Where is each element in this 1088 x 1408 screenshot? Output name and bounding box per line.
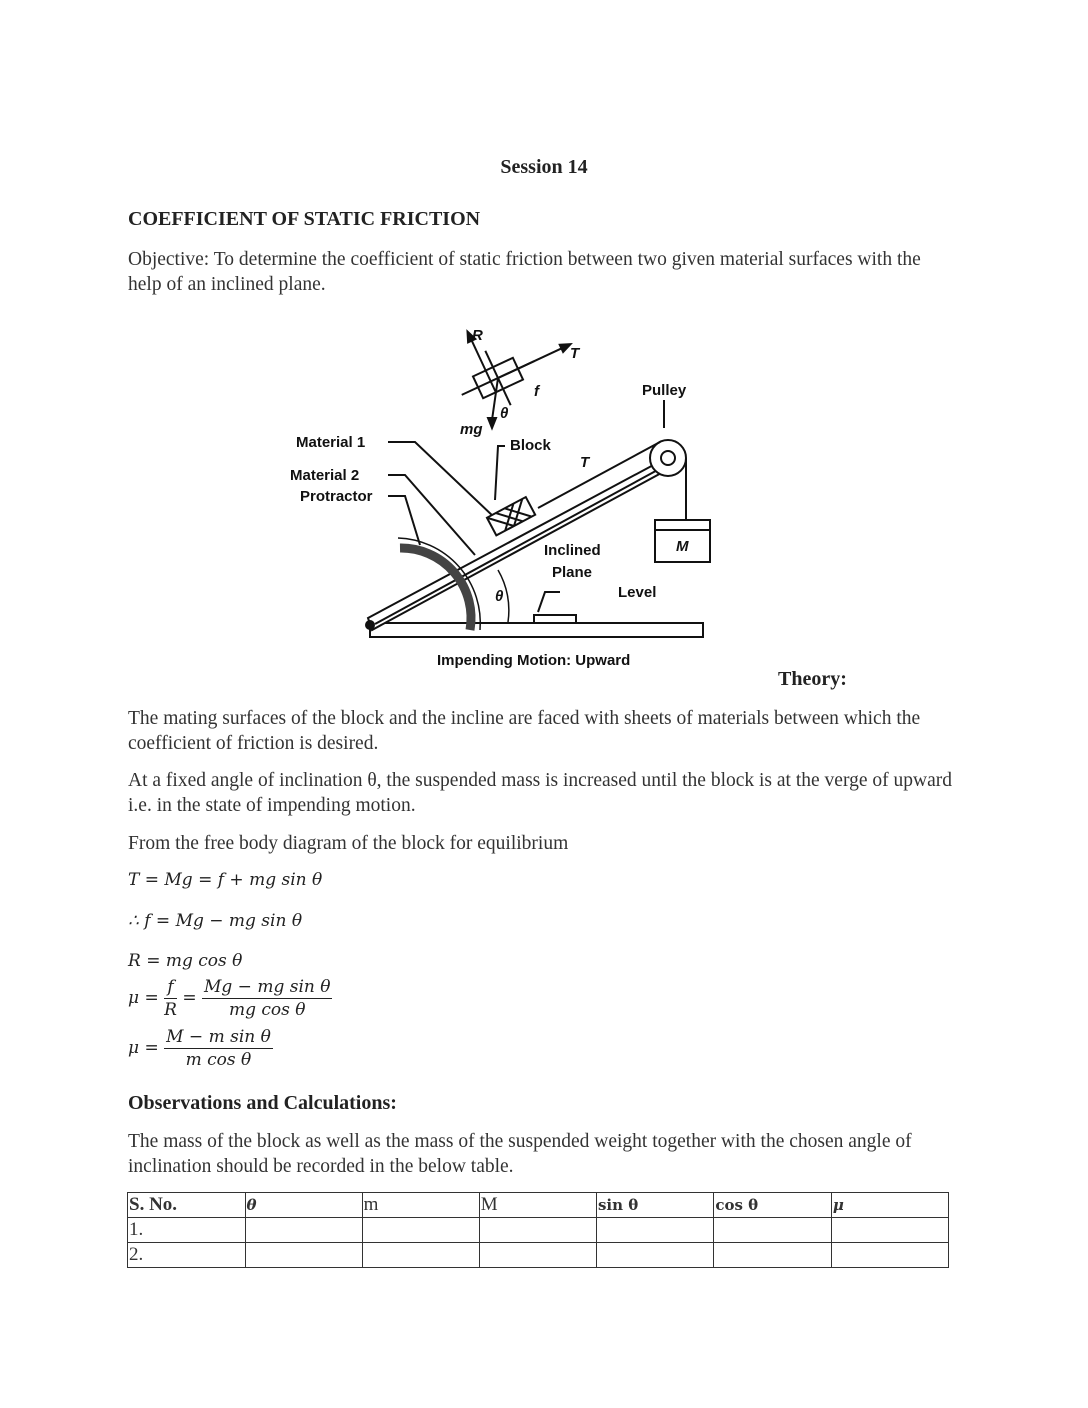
label-level: Level: [618, 584, 657, 601]
cell-m: [362, 1243, 479, 1268]
session-number: Session 14: [500, 156, 588, 178]
table-row: [128, 1218, 949, 1243]
cell-M: [479, 1243, 596, 1268]
label-M: M: [676, 538, 689, 555]
label-T-string: T: [580, 454, 590, 471]
free-body-diagram: [439, 320, 584, 428]
label-material-2: Material 2: [290, 467, 360, 484]
label-material-1: Material 1: [296, 434, 366, 451]
equation-5-lhs: μ =: [128, 1038, 165, 1058]
equation-1: T = Mg = f + mg sin θ: [128, 870, 323, 890]
cell-theta: [245, 1243, 362, 1268]
fraction-f-over-r: [164, 976, 177, 1021]
cell-sin: [596, 1218, 713, 1243]
header-sin-theta: sin θ: [596, 1193, 713, 1218]
table-row: [128, 1243, 949, 1268]
table-header-row: [128, 1193, 949, 1218]
fraction-result: [164, 1026, 273, 1071]
fraction-denominator: m cos θ: [185, 1050, 252, 1070]
figure-caption: Impending Motion: Upward: [437, 652, 631, 669]
theory-paragraph-2: At a fixed angle of inclination θ, the suspended mass is increased until the block is at the verge of upward i.e. in the state of impending motion.: [128, 770, 952, 816]
equation-2: ∴ f = Mg − mg sin θ: [128, 911, 303, 931]
fraction-denominator: R: [164, 1000, 177, 1020]
header-m: m: [362, 1193, 479, 1218]
equation-4-lhs: μ =: [128, 988, 165, 1008]
cell-sno: 2.: [128, 1243, 246, 1268]
fraction-denominator: mg cos θ: [228, 1000, 306, 1020]
theory-paragraph-1: The mating surfaces of the block and the incline are faced with sheets of materials between which the coefficient of friction is desired.: [128, 708, 921, 754]
cell-theta: [245, 1218, 362, 1243]
fraction-numerator: Mg − mg sin θ: [203, 977, 331, 997]
label-f: f: [534, 383, 539, 400]
fraction-numerator: M − m sin θ: [166, 1027, 271, 1047]
label-T-top: T: [570, 345, 580, 362]
cell-mu: [831, 1218, 948, 1243]
label-mg: mg: [460, 421, 483, 438]
cell-m: [362, 1218, 479, 1243]
cell-cos: [714, 1243, 832, 1268]
label-pulley: Pulley: [642, 382, 687, 399]
label-R: R: [472, 327, 483, 344]
equation-4: [128, 976, 332, 1021]
cell-mu: [831, 1243, 948, 1268]
header-cos-theta: cos θ: [714, 1193, 832, 1218]
cell-sin: [596, 1243, 713, 1268]
label-protractor: Protractor: [300, 488, 373, 505]
equation-3: R = mg cos θ: [128, 951, 243, 971]
observations-heading: Observations and Calculations:: [128, 1092, 397, 1114]
label-block: Block: [510, 437, 551, 454]
objective-text: Objective: To determine the coefficient of static friction between two given material surfaces with the help of an inclined plane.: [128, 249, 921, 295]
fraction-numerator: f: [164, 976, 177, 999]
label-inclined: Inclined: [544, 542, 601, 559]
label-theta-fbd: θ: [500, 405, 509, 422]
theory-heading: Theory:: [778, 668, 847, 690]
observations-text: The mass of the block as well as the mass of the suspended weight together with the chosen angle of inclination should be recorded in the below table.: [128, 1131, 912, 1177]
equation-5: [128, 1026, 273, 1071]
header-M: M: [479, 1193, 596, 1218]
inclined-plane-diagram: [280, 320, 720, 670]
label-plane: Plane: [552, 564, 593, 581]
fraction-main: [202, 976, 333, 1021]
cell-M: [479, 1218, 596, 1243]
label-theta-angle: θ: [495, 588, 504, 605]
header-mu: μ: [831, 1193, 948, 1218]
equation-4-equals: =: [176, 988, 202, 1008]
document-title: COEFFICIENT OF STATIC FRICTION: [128, 208, 481, 230]
cell-sno: 1.: [128, 1218, 246, 1243]
header-theta: θ: [245, 1193, 362, 1218]
theory-paragraph-3: From the free body diagram of the block for equilibrium: [128, 833, 569, 854]
cell-cos: [714, 1218, 832, 1243]
observations-table: [127, 1192, 949, 1268]
header-sno: S. No.: [128, 1193, 246, 1218]
